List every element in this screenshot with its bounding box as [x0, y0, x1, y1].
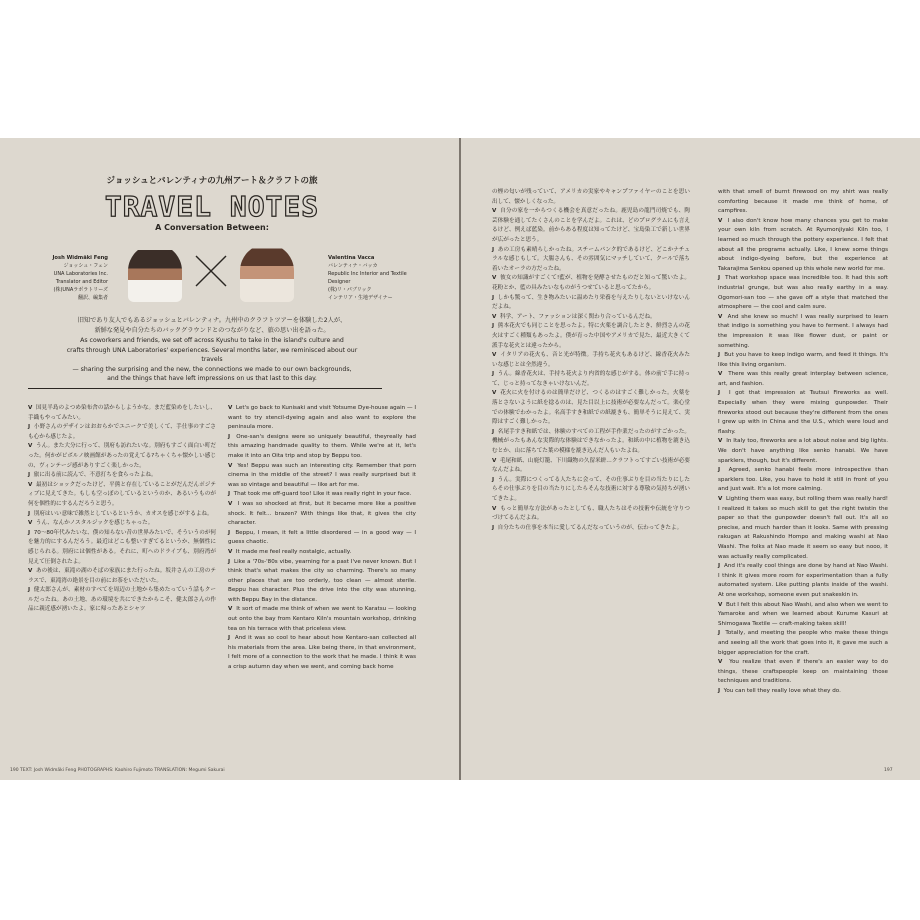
- paragraph-text: There was this really great interplay between science, art, and fashion.: [718, 371, 888, 387]
- paragraph-text: That workshop space was incredible too. It had this soft industrial grunge, but was also really earthy in a way. Ogomori-san too — she gave off a style that matched the atmosphere — the cool and calm sure.: [718, 275, 888, 311]
- intro-english: [56, 336, 368, 384]
- paragraph: [718, 687, 888, 697]
- paragraph: [228, 500, 416, 529]
- speaker-initial: V: [718, 313, 723, 320]
- portrait-valentina: [240, 244, 294, 302]
- paragraph-text: You can tell they really love what they do.: [723, 687, 841, 694]
- paragraph-text: あの後は、東滝の湖のそばの家族にまた行ったね。坂井さんの工房のテラスで、東滝湾の絶景を目の前にお茶をいただいた。: [28, 568, 216, 584]
- paragraph-text: うん。実際につくってる人たちに会って、その仕事ぶりを目の当たりにしたらその仕事ぶりを目の当たりにしたらそんな技術に対する尊敬の気持ちが湧いてきたよ。: [492, 476, 690, 502]
- paragraph: [228, 634, 416, 672]
- paragraph-text: One-san's designs were so uniquely beautiful, theyreally had this amazing handmade quality to them. While we're at it, let's make it into an Oita trip and stop by Beppu too.: [228, 433, 416, 459]
- speaker-initial: V: [492, 505, 497, 512]
- paragraph-text: 旅に出る前に読んで、不意打ちを食らったよね。: [33, 472, 157, 479]
- paragraph-text: うん。線香花火は、手持ち花火より内省的な感じがする。体の前で手に持って、じっと持ってなきゃいけないんだ。: [492, 371, 690, 387]
- speaker-initial: V: [28, 481, 33, 488]
- paragraph: [28, 442, 216, 471]
- paragraph: [228, 433, 416, 462]
- paragraph-text: That took me off-guard too! Like it was really right in your face.: [233, 491, 412, 498]
- cross-icon: [192, 252, 230, 290]
- intro-en-line: As coworkers and friends, we set off across Kyushu to take in the island's culture and: [80, 337, 344, 344]
- paragraph-text: It made me feel really nostalgic, actually.: [235, 548, 352, 555]
- paragraph-text: And it's really cool things are done by hand at Nao Washi. I think it gives more room for experimentation than a fully automated system. Like putting plants inside of the washi. At one workshop, someone even put snakeskin in.: [718, 563, 888, 598]
- paragraph-text: Beppu, I mean, it felt a little disordered — in a good way — I guess chaotic.: [228, 529, 417, 546]
- paragraph: [492, 524, 690, 534]
- credit-role-jp: 翻訳、編集者: [77, 295, 108, 301]
- speaker-initial: J: [28, 510, 31, 517]
- subtitle-japanese: ジョッシュとバレンティナの九州アート＆クラフトの旅: [106, 176, 318, 186]
- paragraph-text: Agreed, senko hanabi feels more introspective than sparklers too. Like, you have to hold it still in front of you and just wait. It's a lot more calming.: [718, 467, 889, 493]
- paragraph-text: with that smell of burnt firewood on my shirt was really comforting because it made me think of home, of campfires.: [718, 189, 888, 215]
- speaker-initial: J: [492, 524, 495, 531]
- intro-en-line: — sharing the surprising and the new, the connections we made to our own backgrounds,: [72, 365, 352, 373]
- column-japanese-2: [492, 188, 690, 533]
- paragraph: [718, 313, 888, 351]
- paragraph-text: うん。また大分に行って、別府も訪れたいな。別府もすごく面白い町だった。何かがビボルノ映画館があったの覚えてる?ちゃくちゃ懐かしい感じの、ヴィンテージ感がありすごく楽しかった。: [28, 443, 216, 469]
- paragraph: [28, 404, 216, 423]
- credit-role: Republic Inc Interior and Textile Designer: [328, 271, 407, 285]
- paragraph-text: 最初はショックだったけど、平熊と存在していることがだんだんポジティブに見えてきた。もしも空っぽのしているというのか、あるいうものが何を個性的にするんだろうと思う。: [28, 481, 217, 507]
- paragraph: [718, 466, 888, 495]
- paragraph: [28, 586, 216, 615]
- paragraph: [718, 274, 888, 312]
- speaker-initial: V: [228, 548, 233, 555]
- speaker-initial: J: [28, 587, 31, 594]
- paragraph-text: あの工房も素晴らしかったね。スチームパンク的であるけど、どこかナチュラルな感じもして。大腸さんも、その雰囲気にマッチしていて、クールで落ち着いたオーラの方だったね。: [492, 246, 690, 272]
- paragraph: [718, 562, 888, 600]
- paragraph: [228, 404, 416, 433]
- speaker-initial: V: [228, 405, 233, 411]
- credit-valentina: [328, 254, 410, 302]
- paragraph: [718, 601, 888, 630]
- speaker-initial: V: [492, 457, 497, 464]
- speaker-initial: V: [492, 275, 497, 282]
- magazine-spread: [0, 138, 920, 780]
- paragraph: [228, 548, 416, 558]
- paragraph-text: You realize that even if there's an easier way to do things, these craftspeople keep on maintaining those techniques and traditions.: [718, 659, 889, 685]
- paragraph-text: But you have to keep indigo warm, and feed it things. It's like this living organism.: [718, 352, 888, 368]
- paragraph: [718, 370, 888, 389]
- speaker-initial: J: [228, 558, 231, 565]
- paragraph-text: 自分たちの仕事を本当に愛してるんだなっていうのが、伝わってきたよ。: [497, 524, 683, 531]
- credit-name: Valentina Vacca: [328, 255, 375, 261]
- intro-en-line: crafts through UNA Laboratories' experiences. Several months later, we reminisced about our travels: [66, 346, 358, 363]
- paragraph: [718, 351, 888, 370]
- speaker-initial: V: [718, 371, 723, 378]
- speaker-initial: V: [492, 352, 497, 359]
- paragraph-text: I also don't know how many chances you get to make your own kiln from scratch. At Ryumonjiyaki Kiln too, I learned so much through the pottery experience. I felt that about all the programs actually. Like, I knew some things about indigo-dyeing before, but the experience at Takarajima Senkou opened up this whole new world for me.: [718, 217, 888, 272]
- speaker-initial: J: [492, 371, 495, 378]
- paragraph: [28, 567, 216, 586]
- speaker-initial: J: [228, 491, 231, 498]
- speaker-initial: V: [718, 438, 723, 445]
- credit-name-jp: ジョッシュ・フェン: [63, 263, 108, 269]
- paragraph: [28, 519, 216, 529]
- speaker-initial: J: [28, 424, 31, 431]
- speaker-initial: J: [718, 352, 721, 359]
- speaker-initial: V: [492, 208, 497, 215]
- speaker-initial: V: [28, 405, 33, 411]
- paragraph-text: イタリアの花火も、音と光が特徴。手持ち花火もあるけど、線香花火みたいな感じとは全然違う。: [492, 352, 690, 368]
- paragraph-text: Yes! Beppu was such an interesting city. Remember that porn cinema in the middle of the street? I was really surprised but it was so vintage and beautiful — like art for me.: [228, 462, 416, 488]
- paragraph-text: It sort of made me think of when we went to Karatsu — looking out onto the bay from Kentaro Kiln's mountain workshop, drinking tea on his terrace with that priceless view.: [228, 606, 416, 632]
- speaker-initial: V: [228, 500, 233, 507]
- intro-jp-line: 旧知であり友人でもあるジョッシュとバレンティナ。九州中のクラフトツアーを体験した2人が、: [77, 317, 347, 324]
- paragraph-text: 彼女の知識がすごくて!藍が、植物を発酵させたものだと知って驚いたよ。花粉とか、藍の具みたいなものがうつせていると思ってたから。: [492, 275, 690, 291]
- paragraph: [492, 207, 690, 245]
- paragraph: [718, 629, 888, 658]
- speaker-initial: V: [718, 496, 723, 502]
- column-japanese-1: [28, 404, 216, 615]
- speaker-initial: V: [228, 462, 233, 469]
- paragraph: [492, 274, 690, 293]
- paragraph: [492, 313, 690, 323]
- paragraph-text: 熊本花火でも同じことを思ったよ。特に火薬を調合したとき、鮮烈さんの花火はすごく種類もあったよ。僕が育った中国やアメリカで見た、最近大きくて派手な花火とは違ったから。: [492, 323, 691, 349]
- page-gutter: [459, 138, 461, 780]
- credit-role: UNA Laboratories Inc.: [53, 271, 108, 277]
- speaker-initial: J: [228, 529, 231, 536]
- speaker-initial: V: [228, 606, 233, 613]
- paragraph: [492, 188, 690, 207]
- speaker-initial: V: [28, 443, 33, 450]
- paragraph-text: 70〜80年代みたいな、僕の知らない昔の世界みたいで、そういうのが何を魅力的にするんだろう。最近はどこも整いすぎてるというか、無個性に感じられる。別府には個性がある。それに、町へのドライブも、別府湾が見えて圧倒されたよ。: [28, 529, 217, 565]
- intro-en-line: and the things that have left impressions on us that last to this day.: [107, 375, 317, 382]
- speaker-initial: J: [28, 472, 31, 479]
- paragraph: [492, 505, 690, 524]
- paragraph: [718, 389, 888, 437]
- paragraph-text: 花火に火を付けるのは簡単だけど、つくるのはすごく難しかった。火薬を落とさないように紙を捻るのは、見た目以上に技術が必要なんだって。楽心堂での体験でわかったよ。名高手すき和紙での紙漉きも、簡単そうに見えて、実際はすごく難しかった。: [492, 390, 690, 426]
- speaker-initial: J: [492, 246, 495, 253]
- paragraph-text: And it was so cool to hear about how Kentaro-san collected all his materials from the area. Like being there, in that environment, I felt more of a connection to the work that he made. I think it was a crisp autumn day when we went, and coming back home: [228, 635, 416, 671]
- paragraph-text: Let's go back to Kunisaki and visit Yotsume Dye-house again — I want to try stencil-dyeing again and also want to explore the peninsula more.: [228, 405, 417, 431]
- paragraph-text: Like a '70s-'80s vibe, yearning for a past I've never known. But I think that's what makes the city so charming. There's so many other places that are too orderly, too clean — almost sterile. Beppu has character. Plus the drive into the city was stunning, with Beppu Bay in the distance.: [228, 558, 416, 603]
- portrait-josh: [128, 244, 182, 302]
- speaker-initial: J: [492, 428, 495, 435]
- paragraph: [718, 437, 888, 466]
- paragraph: [28, 423, 216, 442]
- paragraph: [718, 188, 888, 217]
- divider-rule: [28, 388, 382, 389]
- paragraph-text: 健太郎さんが、素材のすべてを周辺の土地から集めたっていう話もクールだったね。あの土地、あの環境を共にできたからこそ、健太郎さんの作品に親近感が湧いたよ。家に帰ったあとシャツ: [28, 587, 216, 613]
- paragraph: [228, 558, 416, 606]
- column-english-1: [228, 404, 416, 673]
- paragraph-text: I got that impression at Tsutsui Fireworks as well. Especially when they were mixing gunpowder. Their fireworks stood out because they're different from the ones I grew up with in China and the U.S., which were loud and flashy.: [718, 390, 888, 435]
- paragraph-text: I was so shocked at first, but it became more like a positive shock. It felt... brazen? With things like that, it gives the city character.: [228, 500, 416, 527]
- speaker-initial: V: [718, 659, 723, 666]
- paragraph-text: In Italy too, fireworks are a lot about noise and big lights. We don't have anything like senko hanabi. We have sparklers, though, but it's different.: [718, 438, 888, 464]
- paragraph: [492, 294, 690, 313]
- intro-jp-line: 新鮮な発見や自分たちのバックグラウンドとのつながりなど、旅の思い出を語った。: [94, 326, 330, 334]
- paragraph-text: But I felt this about Nao Washi, and also when we went to Yamaroke and when we learned about Kurume Kasuri at Shimogawa Textile — craft-making takes skill!: [718, 601, 888, 627]
- paragraph: [28, 529, 216, 567]
- paragraph-text: 小野さんのデザインはおおらかでユニークで美しくて、手仕事のすごさも心から感じたよ。: [28, 424, 216, 440]
- speaker-initial: J: [718, 275, 721, 282]
- paragraph: [718, 495, 888, 562]
- speaker-initial: J: [492, 323, 495, 330]
- paragraph: [492, 389, 690, 427]
- paragraph: [718, 658, 888, 687]
- paragraph: [28, 471, 216, 481]
- page-number: 197: [884, 768, 893, 773]
- speaker-initial: J: [718, 467, 721, 474]
- speaker-initial: J: [28, 529, 31, 536]
- paragraph-text: 毛尾和紙、山鹿灯籠、下川織物の久留米絣…クラフトってすごい技術が必要なんだよね。: [492, 457, 691, 474]
- speaker-initial: J: [718, 390, 721, 397]
- paragraph-text: 自分の家を一からつくる機会を真意だったね。鹿児島の龍門司焼でも、陶芸体験を通してたくさんのことを学んだよ。これは、どのプログラムにも言えるけど、例えば藍染。前からある程度は知ってたけど、宝島染工で新しい世界が広がったと思う。: [492, 208, 690, 243]
- paragraph: [228, 490, 416, 500]
- speaker-initial: J: [228, 635, 231, 642]
- paragraph-text: もっと簡単な方法があったとしても、職人たちはその技術や伝統を守りつづけてるんだよね。: [492, 505, 690, 522]
- paragraph: [28, 510, 216, 520]
- paragraph: [492, 370, 690, 389]
- paragraph: [492, 351, 690, 370]
- credit-role: Translator and Editor: [55, 279, 108, 285]
- speaker-initial: J: [718, 687, 721, 694]
- paragraph: [228, 605, 416, 634]
- credit-role-jp: (株)リ・パブリック: [328, 287, 372, 293]
- paragraph-text: 別府はいい意味で雑然としているというか、カオスを感じがするよね。: [33, 510, 213, 517]
- conversation-label: A Conversation Between:: [155, 223, 269, 232]
- paragraph-text: しかも驚って、生き物みたいに温めたり栄養を与えたりしないといけないんだよね。: [492, 294, 690, 311]
- speaker-initial: J: [228, 433, 231, 440]
- speaker-initial: V: [718, 217, 723, 224]
- paragraph: [492, 322, 690, 351]
- page-title: TRAVEL NOTES: [104, 190, 320, 223]
- credit-josh: [26, 254, 108, 302]
- paragraph: [492, 246, 690, 275]
- footer-credits: 190 TEXT: Josh Widmäki Feng PHOTOGRAPHS: Kaohiro Fujimoto TRANSLATION: Megumi Sakurai: [10, 768, 225, 773]
- paragraph: [228, 462, 416, 491]
- speaker-initial: V: [492, 313, 497, 320]
- paragraph-text: の煙の匂いが残っていて、アメリカの実家やキャンプファイヤーのことを思い出して、懐かしくなった。: [492, 189, 690, 205]
- paragraph: [28, 481, 216, 510]
- speaker-initial: J: [492, 476, 495, 483]
- intro-japanese: [60, 316, 364, 335]
- paragraph-text: And she knew so much! I was really surprised to learn that indigo is something you have to ferment. I always had the impression it was like flower dust, or paint or something.: [718, 313, 888, 349]
- paragraph: [492, 428, 690, 457]
- speaker-initial: V: [28, 520, 33, 527]
- speaker-initial: J: [718, 630, 721, 637]
- credit-name-jp: バレンティナ・バッカ: [328, 263, 378, 269]
- credit-name: Josh Widmäki Feng: [52, 255, 108, 261]
- paragraph-text: うん、なんかノスタルジックを感じちゃった。: [35, 520, 154, 527]
- paragraph-text: Lighting them was easy, but rolling them was really hard! I realized it takes so much skill to get the right twistin the paper so that the gunpowder doesn't fall out. It's all so precise, and much harder than it looks. Same with pressing rakugan at Rakushindo Hompo and making washi at Nao Washi. The folks at Nao made it seem so easy but nooo, it was actually really complicated.: [718, 496, 888, 560]
- paragraph-text: 名尾手すき和紙では、体験のすべての工程が手作業だったのがすごかった。機械がったもあんな実際的な体験はできなかったよ。和紙の中に植物を漉き込むとか、山に落ちてた葉の模様を漉き込んだ人もいたよね。: [492, 428, 690, 455]
- speaker-initial: V: [492, 390, 497, 397]
- paragraph-text: 国見半島のよつめ染布舎の話からしようかな。まだ藍染めをしたいし、手織もやってみたい。: [28, 405, 216, 421]
- speaker-initial: V: [718, 601, 723, 608]
- paragraph: [228, 529, 416, 548]
- paragraph: [492, 457, 690, 476]
- column-english-2: [718, 188, 888, 696]
- paragraph: [718, 217, 888, 275]
- paragraph-text: Totally, and meeting the people who make these things and seeing all the work that goes into it, it gave me such a bigger appreciation for the craft.: [718, 630, 888, 656]
- credit-role-jp: インテリア・生地デザイナー: [328, 295, 393, 301]
- credit-role-jp: (株)UNAラボラトリーズ: [53, 287, 108, 293]
- speaker-initial: J: [492, 294, 495, 301]
- speaker-initial: J: [718, 563, 721, 570]
- paragraph-text: 科学、アート、ファッションは深く関わり合っているんだね。: [499, 313, 656, 320]
- speaker-initial: V: [28, 568, 33, 575]
- paragraph: [492, 476, 690, 505]
